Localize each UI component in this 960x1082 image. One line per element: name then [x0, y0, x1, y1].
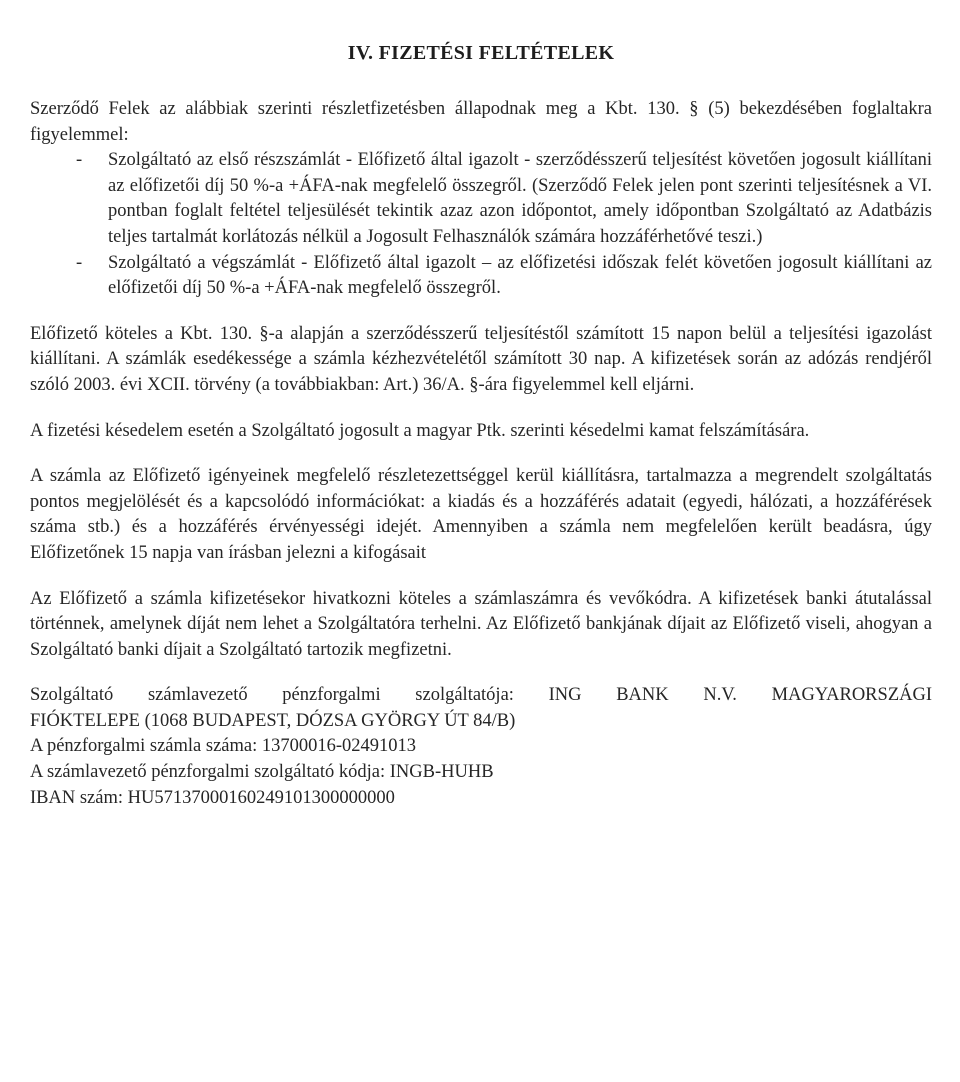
account-number-line: A pénzforgalmi számla száma: 13700016-02491013 [30, 736, 417, 757]
paragraph-payment-reference: Az Előfizető a számla kifizetésekor hivatkozni köteles a számlaszámra és vevőkódra. A kifizetések banki átutalással történnek, amelynek díját nem lehet a Szolgáltatóra terhelni. Az Előfizető bankjának díjait az Előfizető viseli, ahogyan a Szolgáltató banki díjait a Szolgáltató tartozik megfizetni. [30, 588, 932, 660]
bank-branch-line: FIÓKTELEPE (1068 BUDAPEST, DÓZSA GYÖRGY ÚT 84/B) [30, 710, 516, 731]
bank-details [30, 683, 932, 811]
paragraph-late-payment: A fizetési késedelem esetén a Szolgáltató jogosult a magyar Ptk. szerinti késedelmi kamat felszámítására. [30, 420, 810, 441]
bullet-dash: - [76, 252, 83, 273]
paragraph-payment-deadline: Előfizető köteles a Kbt. 130. §-a alapján a szerződésszerű teljesítéstől számított 15 napon belül a teljesítési igazolást kiállítani. A számlák esedékessége a számla kézhezvételétől számított 30 nap. A kifizetések során az adózás rendjéről szóló 2003. évi XCII. törvény (a továbbiakban: Art.) 36/A. §-ára figyelemmel kell eljárni. [30, 323, 932, 395]
paragraph-invoice-content: A számla az Előfizető igényeinek megfelelő részletezettséggel kerül kiállításra, tartalmazza a megrendelt szolgáltatás pontos megjelölését és a kapcsolódó információkat: a kiadás és a hozzáférés adatait (egyedi, hálózati, a hozzáférések száma stb.) és a hozzáférés érvényességi idejét. Amennyiben a számla nem megfelelően került beadásra, úgy Előfizetőnek 15 napja van írásban jelezni a kifogásait [30, 466, 932, 563]
bullet-text: Szolgáltató a végszámlát - Előfizető által igazolt – az előfizetési időszak felét követően jogosult kiállítani az előfizetői díj 50 %-a +ÁFA-nak megfelelő összegről. [108, 252, 932, 299]
bullet-dash: - [76, 150, 83, 171]
bank-provider-line: Szolgáltató számlavezető pénzforgalmi szolgáltatója: ING BANK N.V. MAGYARORSZÁGI [30, 685, 932, 706]
bullet-item-first-invoice [30, 148, 932, 250]
section-title: IV. FIZETÉSI FELTÉTELEK [347, 42, 615, 64]
iban-line: IBAN szám: HU57137000160249101300000000 [30, 787, 395, 808]
intro-paragraph: Szerződő Felek az alábbiak szerinti részletfizetésben állapodnak meg a Kbt. 130. § (5) bekezdésében foglaltakra figyelemmel: [30, 99, 932, 145]
document-page [30, 30, 932, 811]
bullet-item-final-invoice [30, 251, 932, 302]
bullet-text: Szolgáltató az első részszámlát - Előfizető által igazolt - szerződésszerű teljesítést követően jogosult kiállítani az előfizetői díj 50 %-a +ÁFA-nak megfelelő összegről. (Szerződő Felek jelen pont szerinti teljesítésnek a VI. pontban foglalt feltétel teljesülését tekintik azaz azon időpontot, amely időpontban Szolgáltató az Adatbázis teljes tartalmát korlátozás nélkül a Jogosult Felhasználók számára hozzáférhetővé teszi.) [108, 150, 932, 247]
bank-code-line: A számlavezető pénzforgalmi szolgáltató kódja: INGB-HUHB [30, 762, 494, 783]
